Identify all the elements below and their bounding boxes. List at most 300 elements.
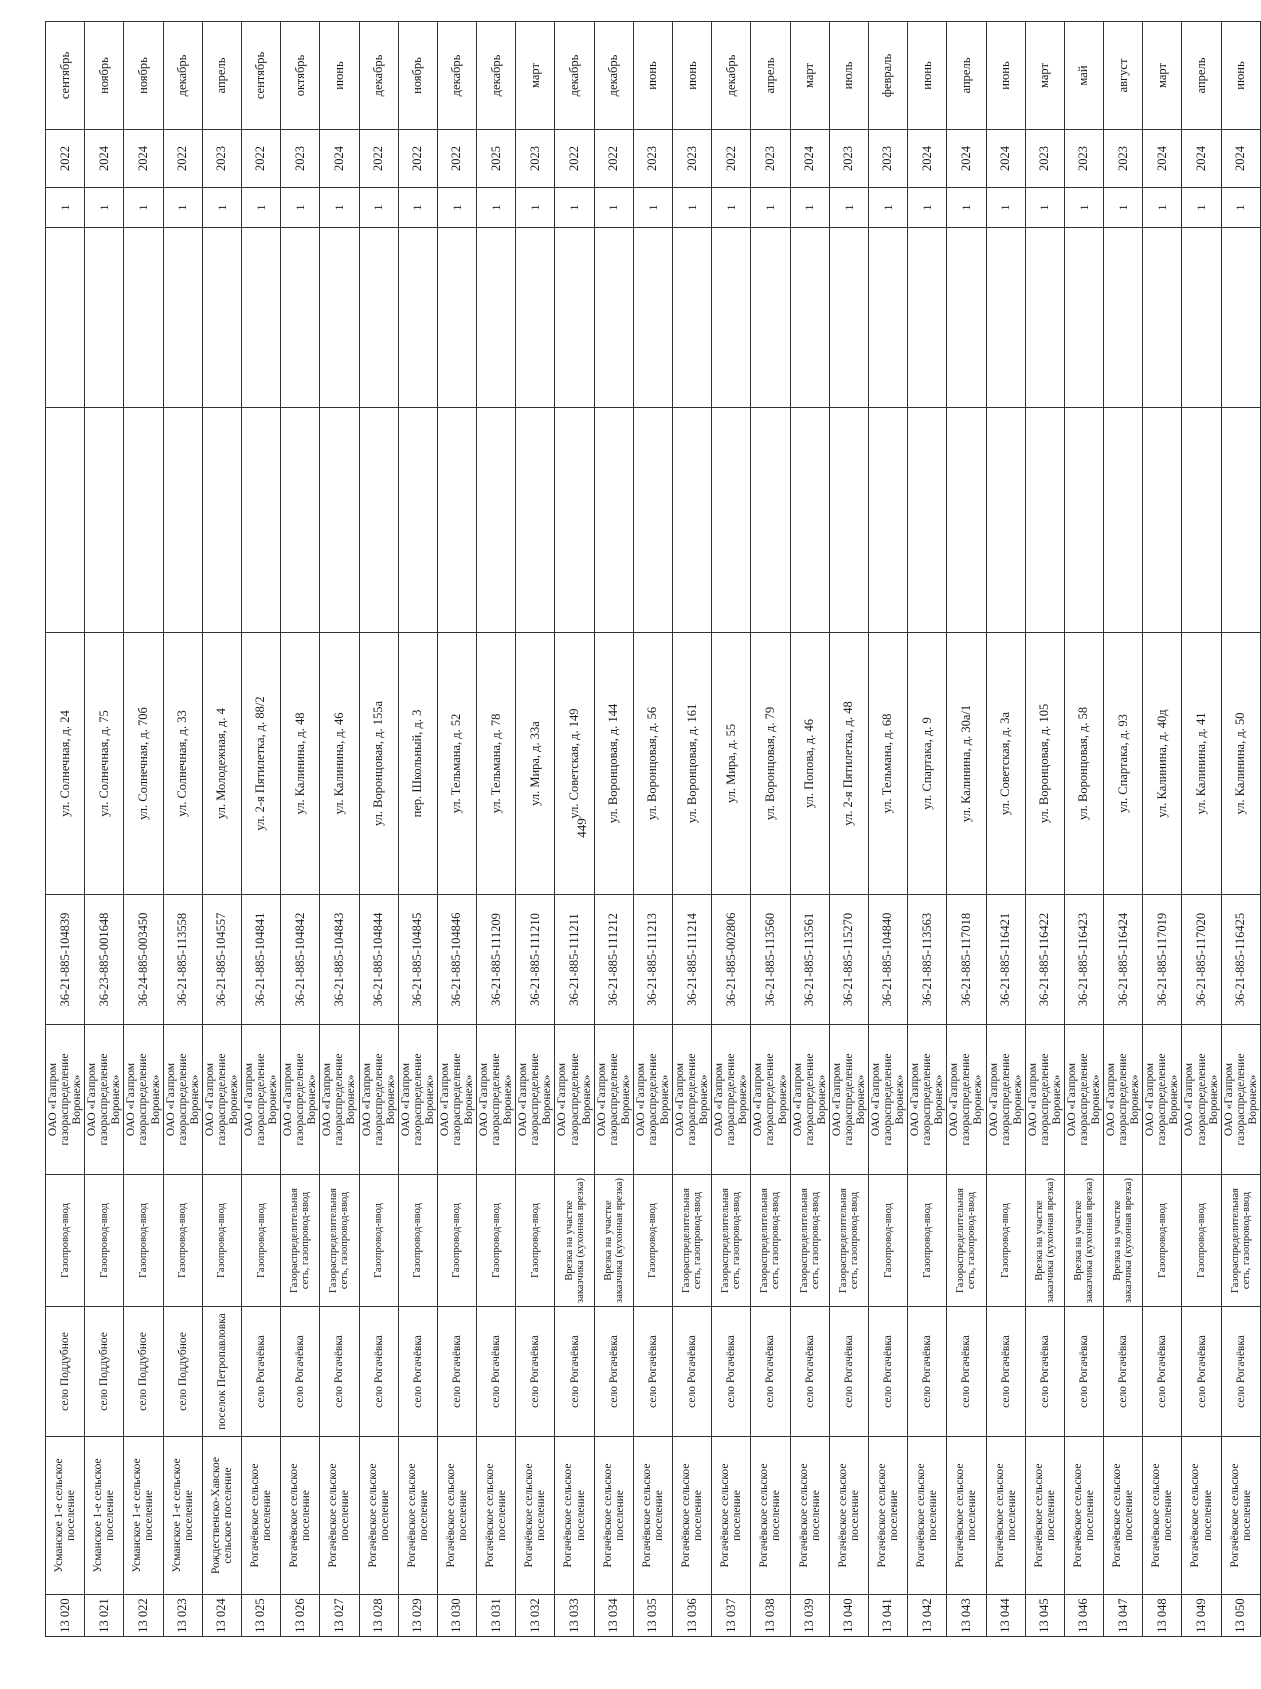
table-row [555,22,594,1637]
object-type: Газораспределительная сеть, газопровод-ввод [1221,1175,1260,1307]
settlement-name: Рогачёвское сельское поселение [1025,1437,1064,1595]
row-number: 13 030 [437,1595,476,1637]
locality-name: село Рогачёвка [1064,1307,1103,1437]
empty-cell [712,228,751,408]
year: 2023 [673,130,712,188]
year: 2023 [281,130,320,188]
address: ул. Воронцовая, д. 161 [673,633,712,895]
locality-name: село Рогачёвка [437,1307,476,1437]
empty-cell [1221,228,1260,408]
quantity: 1 [829,188,868,228]
empty-cell [1182,408,1221,633]
empty-cell [1104,228,1143,408]
address: ул. Тельмана, д. 68 [868,633,907,895]
organization: ОАО «Газпром газораспределение Воронеж» [1025,1025,1064,1175]
locality-name: село Поддубное [46,1307,85,1437]
settlement-name: Рогачёвское сельское поселение [1143,1437,1182,1595]
month: апрель [751,22,790,130]
quantity: 1 [1064,188,1103,228]
organization: ОАО «Газпром газораспределение Воронеж» [594,1025,633,1175]
year: 2024 [986,130,1025,188]
empty-cell [1104,408,1143,633]
registry-id: 36-21-885-104842 [281,895,320,1025]
registry-id: 36-21-885-104557 [202,895,241,1025]
empty-cell [1064,228,1103,408]
month: февраль [868,22,907,130]
registry-id: 36-21-885-116422 [1025,895,1064,1025]
quantity: 1 [712,188,751,228]
month: апрель [947,22,986,130]
address: ул. Воронцовая, д. 155а [359,633,398,895]
month: июнь [1221,22,1260,130]
row-number: 13 033 [555,1595,594,1637]
settlement-name: Усманское 1-е сельское поселение [85,1437,124,1595]
object-type: Газопровод-ввод [986,1175,1025,1307]
empty-cell [751,408,790,633]
empty-cell [555,408,594,633]
month: апрель [202,22,241,130]
empty-cell [1025,408,1064,633]
month: июль [829,22,868,130]
locality-name: село Рогачёвка [398,1307,437,1437]
registry-id: 36-21-885-111209 [477,895,516,1025]
empty-cell [673,408,712,633]
object-type: Газопровод-ввод [633,1175,672,1307]
registry-id: 36-21-885-115270 [829,895,868,1025]
locality-name: село Рогачёвка [555,1307,594,1437]
row-number: 13 035 [633,1595,672,1637]
object-type: Газопровод-ввод [1182,1175,1221,1307]
registry-id: 36-21-885-111211 [555,895,594,1025]
month: декабрь [712,22,751,130]
year: 2022 [241,130,280,188]
month: апрель [1182,22,1221,130]
locality-name: село Рогачёвка [1025,1307,1064,1437]
quantity: 1 [477,188,516,228]
year: 2023 [1064,130,1103,188]
empty-cell [908,408,947,633]
row-number: 13 046 [1064,1595,1103,1637]
empty-cell [320,228,359,408]
empty-cell [1064,408,1103,633]
settlement-name: Рогачёвское сельское поселение [751,1437,790,1595]
settlement-name: Рогачёвское сельское поселение [516,1437,555,1595]
year: 2024 [124,130,163,188]
year: 2023 [751,130,790,188]
object-type: Газопровод-ввод [46,1175,85,1307]
year: 2022 [46,130,85,188]
organization: ОАО «Газпром газораспределение Воронеж» [673,1025,712,1175]
row-number: 13 036 [673,1595,712,1637]
empty-cell [46,408,85,633]
settlement-name: Рогачёвское сельское поселение [868,1437,907,1595]
object-type: Газопровод-ввод [85,1175,124,1307]
empty-cell [555,228,594,408]
empty-cell [986,228,1025,408]
address: ул. Воронцовая, д. 105 [1025,633,1064,895]
year: 2024 [1182,130,1221,188]
organization: ОАО «Газпром газораспределение Воронеж» [124,1025,163,1175]
locality-name: село Рогачёвка [1104,1307,1143,1437]
quantity: 1 [673,188,712,228]
year: 2022 [555,130,594,188]
registry-id: 36-21-885-117019 [1143,895,1182,1025]
table-row [320,22,359,1637]
address: ул. Попова, д. 46 [790,633,829,895]
empty-cell [202,228,241,408]
address: ул. Мира, д. 33а [516,633,555,895]
row-number: 13 022 [124,1595,163,1637]
object-type: Врезка на участке заказчика (кухонная врезка) [1104,1175,1143,1307]
empty-cell [751,228,790,408]
quantity: 1 [594,188,633,228]
locality-name: село Рогачёвка [1143,1307,1182,1437]
quantity: 1 [790,188,829,228]
object-type: Газопровод-ввод [1143,1175,1182,1307]
row-number: 13 040 [829,1595,868,1637]
table-row [85,22,124,1637]
object-type: Газопровод-ввод [163,1175,202,1307]
locality-name: село Рогачёвка [477,1307,516,1437]
table-row [1182,22,1221,1637]
address: ул. 2-я Пятилетка, д. 48 [829,633,868,895]
empty-cell [477,408,516,633]
organization: ОАО «Газпром газораспределение Воронеж» [163,1025,202,1175]
year: 2022 [712,130,751,188]
empty-cell [163,228,202,408]
month: июнь [633,22,672,130]
locality-name: село Рогачёвка [790,1307,829,1437]
organization: ОАО «Газпром газораспределение Воронеж» [1221,1025,1260,1175]
settlement-name: Рогачёвское сельское поселение [594,1437,633,1595]
settlement-name: Рогачёвское сельское поселение [398,1437,437,1595]
year: 2024 [320,130,359,188]
quantity: 1 [241,188,280,228]
year: 2024 [790,130,829,188]
empty-cell [477,228,516,408]
object-type: Газораспределительная сеть, газопровод-ввод [829,1175,868,1307]
registry-id: 36-21-885-104839 [46,895,85,1025]
year: 2024 [947,130,986,188]
row-number: 13 043 [947,1595,986,1637]
year: 2023 [829,130,868,188]
address: ул. Калинина, д. 50 [1221,633,1260,895]
quantity: 1 [868,188,907,228]
object-type: Врезка на участке заказчика (кухонная врезка) [1025,1175,1064,1307]
object-type: Газораспределительная сеть, газопровод-ввод [751,1175,790,1307]
quantity: 1 [163,188,202,228]
locality-name: село Рогачёвка [947,1307,986,1437]
year: 2023 [202,130,241,188]
row-number: 13 039 [790,1595,829,1637]
settlement-name: Рогачёвское сельское поселение [829,1437,868,1595]
address: ул. Солнечная, д. 33 [163,633,202,895]
registry-id: 36-21-885-104846 [437,895,476,1025]
row-number: 13 048 [1143,1595,1182,1637]
empty-cell [241,408,280,633]
address: ул. Воронцовая, д. 79 [751,633,790,895]
locality-name: село Поддубное [124,1307,163,1437]
table-row [516,22,555,1637]
year: 2023 [1104,130,1143,188]
row-number: 13 037 [712,1595,751,1637]
settlement-name: Рогачёвское сельское поселение [320,1437,359,1595]
registry-id: 36-21-885-116425 [1221,895,1260,1025]
row-number: 13 028 [359,1595,398,1637]
locality-name: село Рогачёвка [281,1307,320,1437]
empty-cell [124,228,163,408]
empty-cell [1182,228,1221,408]
table-row [868,22,907,1637]
month: ноябрь [398,22,437,130]
month: март [516,22,555,130]
quantity: 1 [633,188,672,228]
empty-cell [398,408,437,633]
registry-id: 36-21-885-113558 [163,895,202,1025]
object-type: Газораспределительная сеть, газопровод-ввод [790,1175,829,1307]
empty-cell [633,228,672,408]
row-number: 13 024 [202,1595,241,1637]
quantity: 1 [398,188,437,228]
table-row [751,22,790,1637]
address: ул. Калинина, д. 46 [320,633,359,895]
empty-cell [281,228,320,408]
organization: ОАО «Газпром газораспределение Воронеж» [1143,1025,1182,1175]
month: август [1104,22,1143,130]
table-row [712,22,751,1637]
month: декабрь [437,22,476,130]
organization: ОАО «Газпром газораспределение Воронеж» [320,1025,359,1175]
address: ул. Солнечная, д. 70б [124,633,163,895]
object-type: Газораспределительная сеть, газопровод-ввод [947,1175,986,1307]
organization: ОАО «Газпром газораспределение Воронеж» [1104,1025,1143,1175]
year: 2023 [516,130,555,188]
table-row [1104,22,1143,1637]
organization: ОАО «Газпром газораспределение Воронеж» [633,1025,672,1175]
object-type: Газопровод-ввод [398,1175,437,1307]
empty-cell [1025,228,1064,408]
empty-cell [829,228,868,408]
organization: ОАО «Газпром газораспределение Воронеж» [398,1025,437,1175]
year: 2022 [594,130,633,188]
year: 2022 [163,130,202,188]
registry-id: 36-21-885-117018 [947,895,986,1025]
object-type: Врезка на участке заказчика (кухонная врезка) [594,1175,633,1307]
locality-name: село Рогачёвка [320,1307,359,1437]
object-type: Врезка на участке заказчика (кухонная врезка) [555,1175,594,1307]
page-number: 449 [573,818,589,838]
empty-cell [868,408,907,633]
table-row [1221,22,1260,1637]
registry-id: 36-21-885-111214 [673,895,712,1025]
empty-cell [594,408,633,633]
empty-cell [947,228,986,408]
registry-id: 36-21-885-116423 [1064,895,1103,1025]
settlement-name: Рогачёвское сельское поселение [908,1437,947,1595]
quantity: 1 [1221,188,1260,228]
locality-name: село Рогачёвка [712,1307,751,1437]
month: декабрь [477,22,516,130]
organization: ОАО «Газпром газораспределение Воронеж» [437,1025,476,1175]
table-row [908,22,947,1637]
settlement-name: Рогачёвское сельское поселение [477,1437,516,1595]
address: ул. Калинина, д. 30а/1 [947,633,986,895]
empty-cell [633,408,672,633]
year: 2025 [477,130,516,188]
organization: ОАО «Газпром газораспределение Воронеж» [359,1025,398,1175]
registry-id: 36-21-885-116421 [986,895,1025,1025]
settlement-name: Рождественско-Хавское сельское поселение [202,1437,241,1595]
organization: ОАО «Газпром газораспределение Воронеж» [986,1025,1025,1175]
gas-connections-table [45,21,1261,1637]
locality-name: село Поддубное [85,1307,124,1437]
row-number: 13 047 [1104,1595,1143,1637]
address: пер. Школьный, д. 3 [398,633,437,895]
locality-name: село Рогачёвка [1182,1307,1221,1437]
table-row [46,22,85,1637]
locality-name: село Рогачёвка [908,1307,947,1437]
month: июнь [673,22,712,130]
registry-id: 36-21-885-104843 [320,895,359,1025]
empty-cell [1143,228,1182,408]
settlement-name: Рогачёвское сельское поселение [555,1437,594,1595]
row-number: 13 027 [320,1595,359,1637]
address: ул. Советская, д. 149 [555,633,594,895]
month: март [790,22,829,130]
locality-name: село Рогачёвка [516,1307,555,1437]
row-number: 13 049 [1182,1595,1221,1637]
year: 2024 [908,130,947,188]
address: ул. Калинина, д. 48 [281,633,320,895]
locality-name: село Рогачёвка [986,1307,1025,1437]
locality-name: село Рогачёвка [868,1307,907,1437]
year: 2022 [398,130,437,188]
table-row [986,22,1025,1637]
registry-id: 36-21-885-104841 [241,895,280,1025]
settlement-name: Рогачёвское сельское поселение [947,1437,986,1595]
empty-cell [712,408,751,633]
table-row [163,22,202,1637]
registry-id: 36-21-885-116424 [1104,895,1143,1025]
row-number: 13 038 [751,1595,790,1637]
locality-name: село Рогачёвка [1221,1307,1260,1437]
table-body [46,22,1261,1637]
year: 2024 [85,130,124,188]
quantity: 1 [555,188,594,228]
table-row [202,22,241,1637]
object-type: Газопровод-ввод [124,1175,163,1307]
settlement-name: Рогачёвское сельское поселение [437,1437,476,1595]
locality-name: село Рогачёвка [241,1307,280,1437]
address: ул. Солнечная, д. 75 [85,633,124,895]
empty-cell [908,228,947,408]
empty-cell [1143,408,1182,633]
registry-id: 36-24-885-003450 [124,895,163,1025]
address: ул. Спартака, д. 9 [908,633,947,895]
month: март [1143,22,1182,130]
table-row [477,22,516,1637]
object-type: Газораспределительная сеть, газопровод-ввод [281,1175,320,1307]
locality-name: село Рогачёвка [359,1307,398,1437]
address: ул. Тельмана, д. 52 [437,633,476,895]
row-number: 13 026 [281,1595,320,1637]
settlement-name: Рогачёвское сельское поселение [359,1437,398,1595]
settlement-name: Усманское 1-е сельское поселение [46,1437,85,1595]
row-number: 13 032 [516,1595,555,1637]
empty-cell [673,228,712,408]
quantity: 1 [516,188,555,228]
row-number: 13 031 [477,1595,516,1637]
empty-cell [46,228,85,408]
quantity: 1 [124,188,163,228]
settlement-name: Рогачёвское сельское поселение [673,1437,712,1595]
object-type: Газопровод-ввод [908,1175,947,1307]
address: ул. 2-я Пятилетка, д. 88/2 [241,633,280,895]
organization: ОАО «Газпром газораспределение Воронеж» [202,1025,241,1175]
table-row [829,22,868,1637]
table-row [1064,22,1103,1637]
registry-id: 36-21-885-104844 [359,895,398,1025]
empty-cell [790,408,829,633]
settlement-name: Усманское 1-е сельское поселение [163,1437,202,1595]
quantity: 1 [908,188,947,228]
row-number: 13 042 [908,1595,947,1637]
empty-cell [594,228,633,408]
object-type: Газопровод-ввод [868,1175,907,1307]
address: ул. Тельмана, д. 78 [477,633,516,895]
locality-name: поселок Петропавловка [202,1307,241,1437]
quantity: 1 [1143,188,1182,228]
row-number: 13 034 [594,1595,633,1637]
object-type: Газопровод-ввод [477,1175,516,1307]
empty-cell [359,408,398,633]
organization: ОАО «Газпром газораспределение Воронеж» [868,1025,907,1175]
quantity: 1 [1025,188,1064,228]
organization: ОАО «Газпром газораспределение Воронеж» [1182,1025,1221,1175]
settlement-name: Рогачёвское сельское поселение [1064,1437,1103,1595]
empty-cell [281,408,320,633]
settlement-name: Рогачёвское сельское поселение [633,1437,672,1595]
table-row [398,22,437,1637]
month: ноябрь [85,22,124,130]
table-row [1025,22,1064,1637]
address: ул. Воронцовая, д. 144 [594,633,633,895]
organization: ОАО «Газпром газораспределение Воронеж» [281,1025,320,1175]
organization: ОАО «Газпром газораспределение Воронеж» [908,1025,947,1175]
empty-cell [359,228,398,408]
address: ул. Мира, д. 55 [712,633,751,895]
month: декабрь [594,22,633,130]
empty-cell [986,408,1025,633]
empty-cell [124,408,163,633]
month: октябрь [281,22,320,130]
quantity: 1 [281,188,320,228]
settlement-name: Усманское 1-е сельское поселение [124,1437,163,1595]
month: июнь [908,22,947,130]
registry-id: 36-21-885-111210 [516,895,555,1025]
registry-id: 36-21-885-111212 [594,895,633,1025]
year: 2024 [1221,130,1260,188]
row-number: 13 023 [163,1595,202,1637]
locality-name: село Поддубное [163,1307,202,1437]
table-row [594,22,633,1637]
row-number: 13 020 [46,1595,85,1637]
settlement-name: Рогачёвское сельское поселение [1104,1437,1143,1595]
locality-name: село Рогачёвка [751,1307,790,1437]
object-type: Газопровод-ввод [516,1175,555,1307]
registry-id: 36-21-885-111213 [633,895,672,1025]
organization: ОАО «Газпром газораспределение Воронеж» [516,1025,555,1175]
